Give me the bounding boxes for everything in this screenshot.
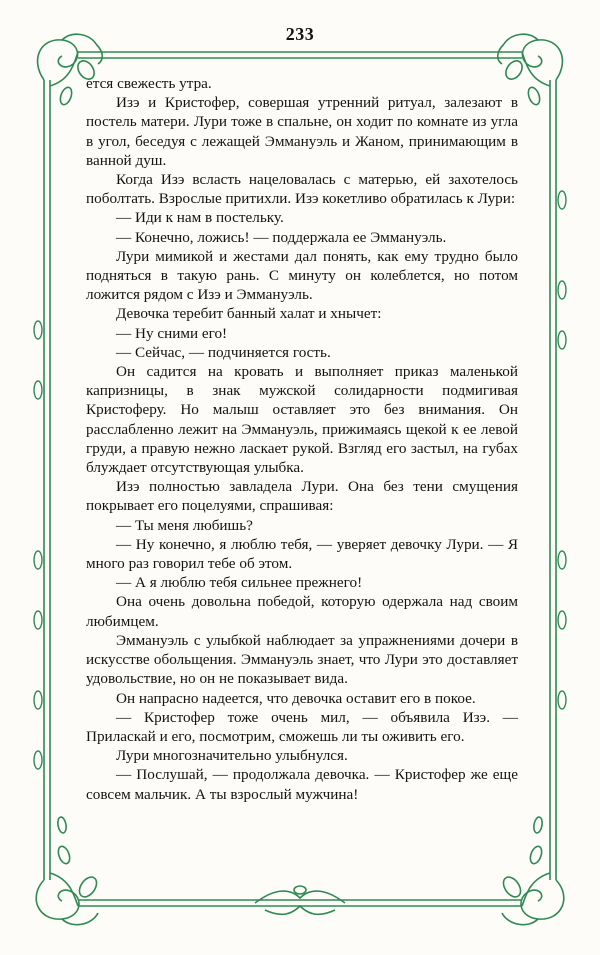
paragraph: Она очень довольна победой, которую одержала над своим любимцем. <box>86 593 518 630</box>
side-buds-right <box>558 191 566 709</box>
paragraph: Он напрасно надеется, что девочка оставит его в покое. <box>116 689 476 707</box>
paragraph: Он садится на кровать и выполняет приказ маленькой капризницы, в знак мужской солидарности подмигивая Кристоферу. Но малыш оставляет это без внимания. Он расслабленно лежит на Эммануэль, прижимаясь щекой к ее левой груди, а правую нежно ласкает рукой. Взгляд его застыл, на губах блуждает отсутствующая улыбка. <box>86 363 518 477</box>
paragraph: — Конечно, ложись! — поддержала ее Эммануэль. <box>116 228 447 246</box>
paragraph: — А я люблю тебя сильнее прежнего! <box>116 574 363 592</box>
paragraph: — Ну конечно, я люблю тебя, — уверяет девочку Лури. — Я много раз говорил тебе об этом. <box>86 535 518 573</box>
text-body <box>86 74 518 804</box>
paragraph: — Сейчас, — подчиняется гость. <box>116 343 331 361</box>
paragraph: — Иди к нам в постельку. <box>116 209 284 227</box>
paragraph: Лури мимикой и жестами дал понять, как ему трудно было подняться в такую рань. С минуту он колеблется, но потом ложится рядом с Изэ и Эммануэль. <box>86 247 518 304</box>
paragraph: ется свежесть утра. <box>86 75 212 92</box>
corner-ornament-bottom-left <box>36 816 100 924</box>
paragraph: — Ты меня любишь? <box>116 516 253 534</box>
paragraph: Эммануэль с улыбкой наблюдает за упражнениями дочери в искусстве обольщения. Эммануэль знает, что Лури это доставляет удовольствие, но он не показывает вида. <box>86 631 518 688</box>
paragraph: Девочка теребит банный халат и хнычет: <box>116 305 382 323</box>
paragraph: Изэ и Кристофер, совершая утренний ритуал, залезают в постель матери. Лури тоже в спальне, он ходит по комнате из угла в угол, беседуя с лежащей Эммануэль и Жаном, принимающим в ванной душ. <box>86 94 518 169</box>
paragraph: Лури многозначительно улыбнулся. <box>116 747 348 765</box>
page-number: 233 <box>285 24 315 44</box>
paragraph: — Кристофер тоже очень мил, — объявила Изэ. — Приласкай и его, посмотрим, сможешь ли ты оживить его. <box>86 708 518 745</box>
paragraph: — Послушай, — продолжала девочка. — Кристофер же еще совсем мальчик. А ты взрослый мужчина! <box>86 766 518 803</box>
paragraph: Изэ полностью завладела Лури. Она без тени смущения покрывает его поцелуями, спрашивая: <box>86 478 518 515</box>
paragraph: Когда Изэ всласть нацеловалась с матерью, ей захотелось поболтать. Взрослые притихли. Изэ кокетливо обратилась к Лури: <box>86 171 518 208</box>
side-buds-left <box>34 321 42 769</box>
corner-ornament-bottom-right <box>500 816 564 924</box>
paragraph: — Ну сними его! <box>116 324 228 342</box>
